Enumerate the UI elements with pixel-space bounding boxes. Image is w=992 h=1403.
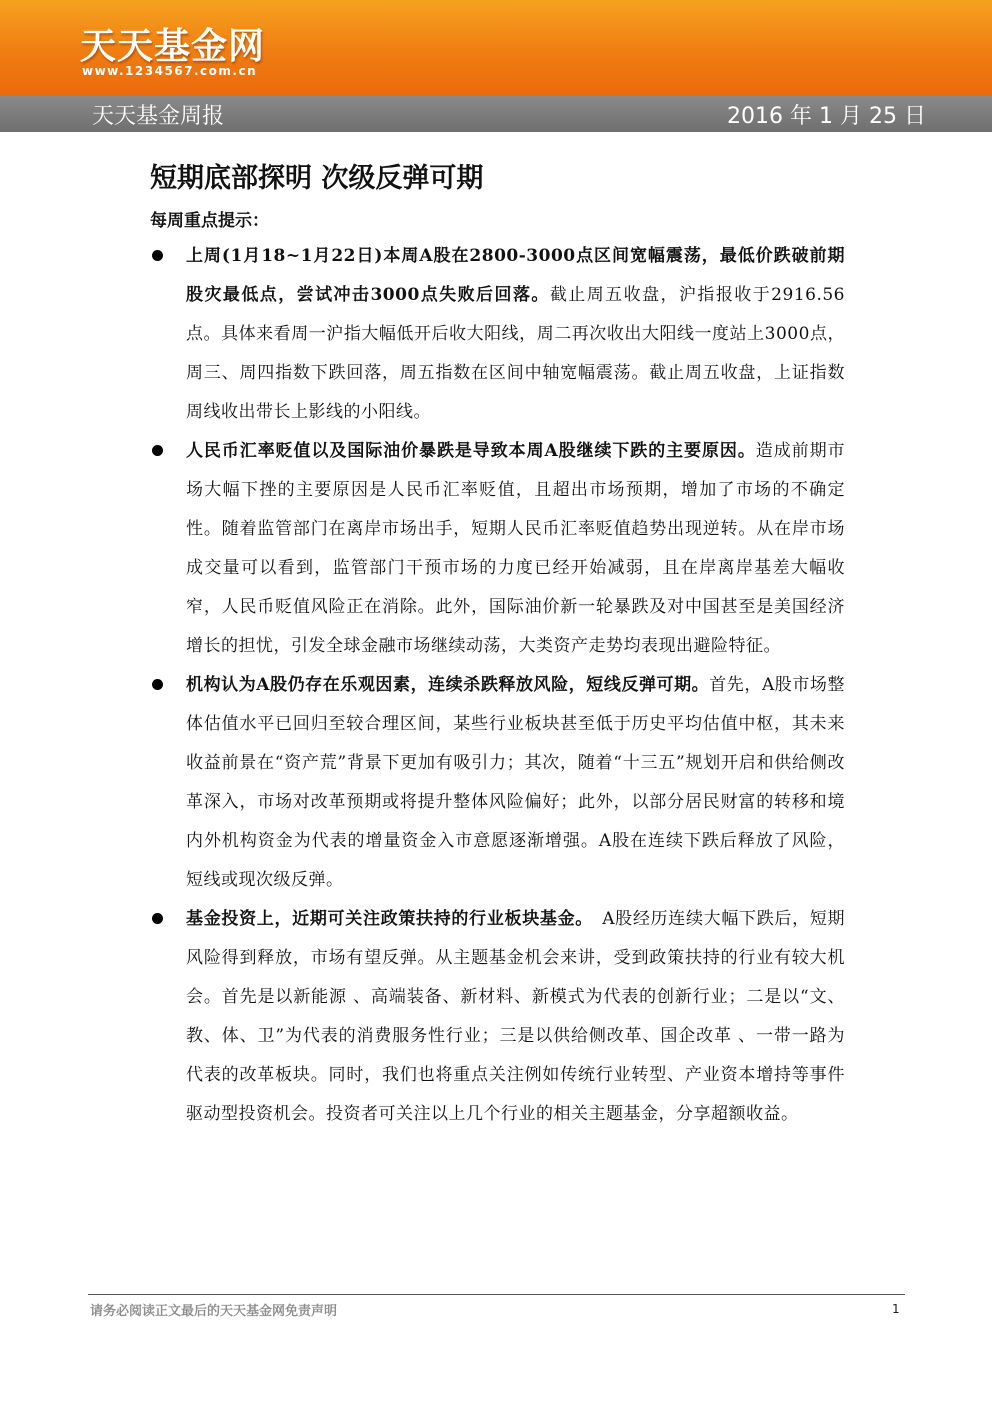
list-item [150,237,845,432]
bullet-paragraph [186,237,845,432]
report-date: 2016 年 1 月 25 日 [727,104,926,129]
bullet-icon [152,445,163,456]
article-title: 短期底部探明 次级反弹可期 [150,163,484,194]
bullet-lead: 上周(1月18~1月22日)本周A股在2800-3000点区间宽幅震荡，最低价跌破前期股灾最低点，尝试冲击3000点失败后回落。 [186,246,845,305]
site-logo: 天天基金网 [80,26,266,67]
report-name: 天天基金周报 [92,104,225,129]
list-item [150,666,845,900]
bullet-icon [152,250,163,261]
bullet-paragraph [186,900,845,1134]
list-item [150,900,845,1134]
bullet-body: 造成前期市场大幅下挫的主要原因是人民币汇率贬值，且超出市场预期，增加了市场的不确定性。随着监管部门在离岸市场出手，短期人民币汇率贬值趋势出现逆转。从在岸市场成交量可以看到，监管部门干预市场的力度已经开始减弱，且在岸离岸基差大幅收窄，人民币贬值风险正在消除。此外，国际油价新一轮暴跌及对中国甚至是美国经济增长的担忧，引发全球金融市场继续动荡，大类资产走势均表现出避险特征。 [186,441,845,656]
bullet-paragraph [186,666,845,900]
bullet-lead: 基金投资上，近期可关注政策扶持的行业板块基金。 [186,909,585,929]
bullet-body: 截止周五收盘，沪指报收于2916.56点。具体来看周一沪指大幅低开后收大阳线，周二再次收出大阳线一度站上3000点，周三、周四指数下跌回落，周五指数在区间中轴宽幅震荡。截止周五收盘，上证指数周线收出带长上影线的小阳线。 [186,285,845,422]
section-heading: 每周重点提示： [150,211,269,231]
list-item [150,432,845,666]
footer-disclaimer: 请务必阅读正文最后的天天基金网免责声明 [90,1304,338,1319]
bullet-icon [152,679,163,690]
bullet-lead: 人民币汇率贬值以及国际油价暴跌是导致本周A股继续下跌的主要原因。 [186,441,756,461]
footer-divider [88,1294,905,1295]
bullet-body: 首先，A股市场整体估值水平已回归至较合理区间，某些行业板块甚至低于历史平均估值中枢，其未来收益前景在“资产荒”背景下更加有吸引力；其次，随着“十三五”规划开启和供给侧改革深入，市场对改革预期或将提升整体风险偏好；此外，以部分居民财富的转移和境内外机构资金为代表的增量资金入市意愿逐渐增强。A股在连续下跌后释放了风险，短线或现次级反弹。 [186,675,845,890]
bullet-icon [152,913,163,924]
bullet-lead: 机构认为A股仍存在乐观因素，连续杀跌释放风险，短线反弹可期。 [186,675,710,695]
key-points-list [150,237,845,1134]
bullet-body: A股经历连续大幅下跌后，短期风险得到释放，市场有望反弹。从主题基金机会来讲，受到政策扶持的行业有较大机会。首先是以新能源 、高端装备、新材料、新模式为代表的创新行业；二是以“文、教、体、卫”为代表的消费服务性行业；三是以供给侧改革、国企改革 、一带一路为代表的改革板块。同时，我们也将重点关注例如传统行业转型、产业资本增持等事件驱动型投资机会。投资者可关注以上几个行业的相关主题基金，分享超额收益。 [186,909,846,1124]
bullet-paragraph [186,432,845,666]
page-number: 1 [892,1302,900,1316]
site-url: www.1234567.com.cn [82,64,258,78]
